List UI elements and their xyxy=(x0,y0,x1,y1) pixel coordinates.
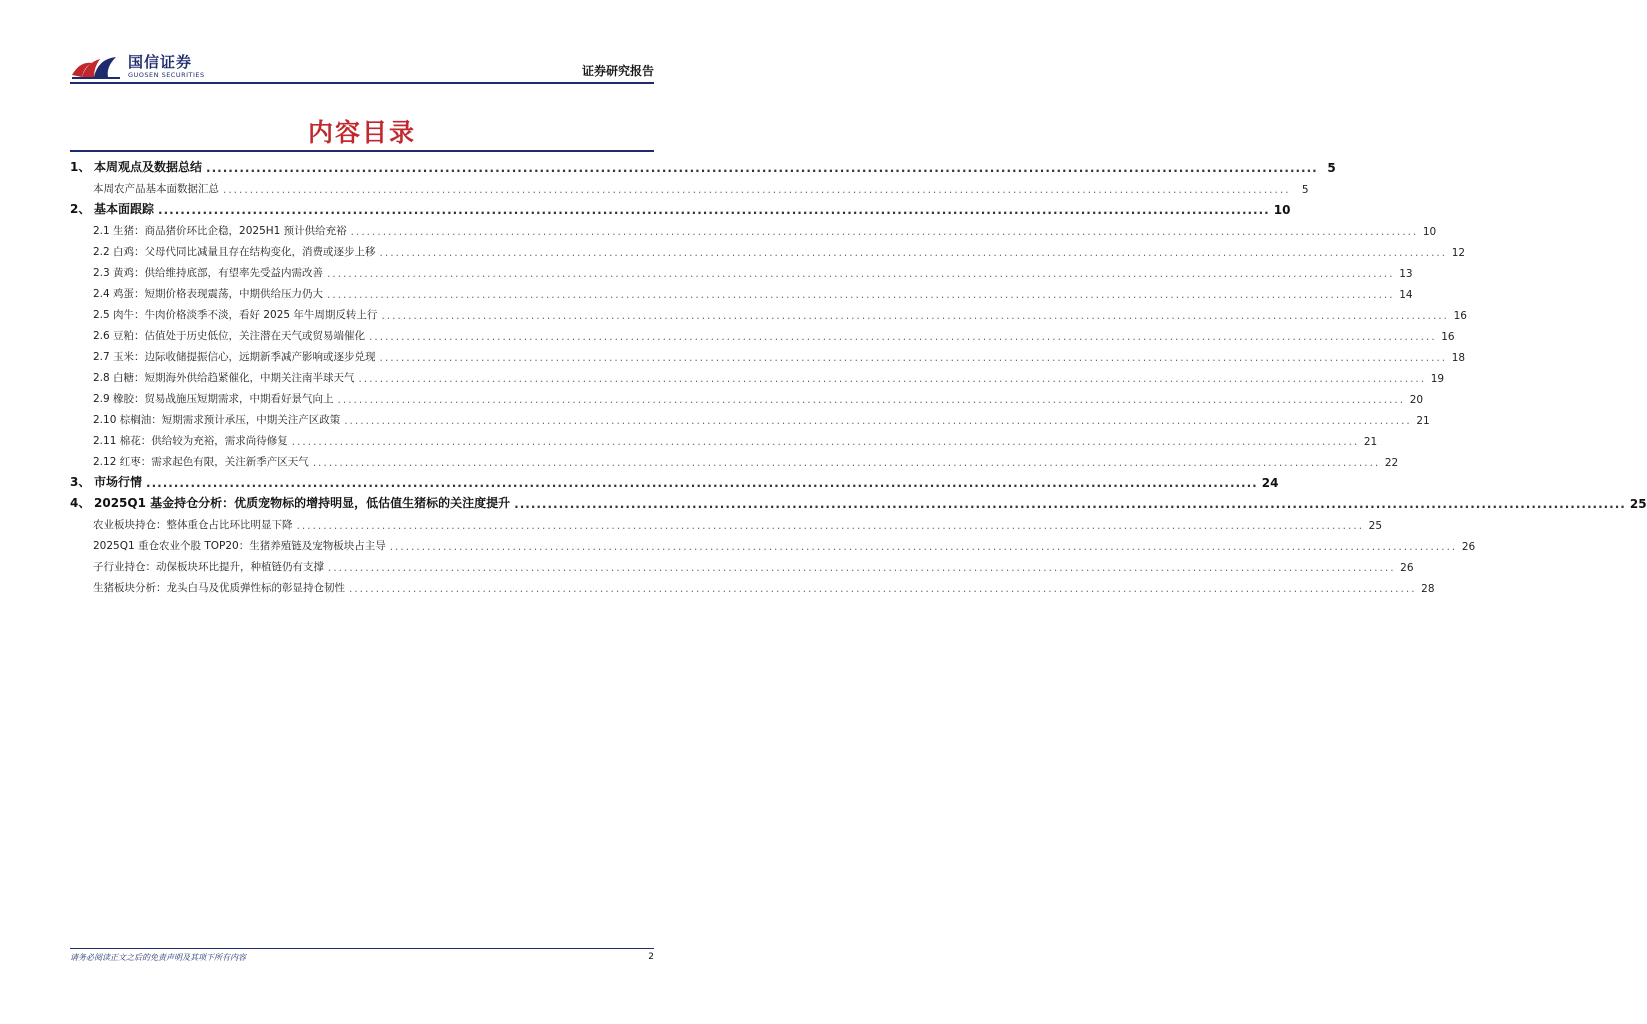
report-type-label: 证券研究报告 xyxy=(581,64,654,78)
toc-entry-page: 10 xyxy=(1422,226,1437,238)
toc-entry-page: 13 xyxy=(1399,268,1413,280)
toc-dot-leader: ........................................................................................................................................................................................................ xyxy=(328,562,1396,574)
toc-entry-page: 14 xyxy=(1399,289,1413,301)
toc-dot-leader: ........................................................................................................................................................................................................ xyxy=(158,203,1270,217)
toc-subsection-entry[interactable] xyxy=(70,343,1466,364)
toc-subsection-entry[interactable] xyxy=(70,280,1413,301)
toc-dot-leader: ........................................................................................................................................................................................................ xyxy=(358,373,1427,385)
toc-entry-page: 21 xyxy=(1363,436,1378,448)
toc-subsection-entry[interactable] xyxy=(70,175,1309,196)
toc-dot-leader: ........................................................................................................................................................................................................ xyxy=(389,541,1458,553)
logo-chinese-name: 国信证券 xyxy=(128,53,193,71)
toc-dot-leader: ........................................................................................................................................................................................................ xyxy=(379,247,1448,259)
header-divider xyxy=(70,82,654,84)
toc-dot-leader: ........................................................................................................................................................................................................ xyxy=(291,436,1360,448)
toc-subsection-entry[interactable] xyxy=(70,574,1435,595)
toc-entry-page: 19 xyxy=(1430,373,1445,385)
toc-entry-title: 农业板块持仓：整体重仓占比环比明显下降 xyxy=(93,519,293,531)
toc-subsection-entry[interactable] xyxy=(70,322,1455,343)
toc-entry-title: 2025Q1 重仓农业个股 TOP20：生猪养殖链及宠物板块占主导 xyxy=(93,540,386,552)
toc-entry-page: 26 xyxy=(1461,541,1476,553)
toc-entry-title: 2.12 红枣：需求起色有限，关注新季产区天气 xyxy=(93,456,309,468)
toc-entry-page: 22 xyxy=(1384,457,1399,469)
toc-entry-page: 16 xyxy=(1441,331,1455,343)
toc-entry-title: 2.3 黄鸡：供给维持底部，有望率先受益内需改善 xyxy=(93,267,324,279)
toc-entry-title: 2.9 橡胶：贸易战施压短期需求，中期看好景气向上 xyxy=(93,393,334,405)
toc-section-entry[interactable] xyxy=(70,469,1279,490)
toc-section-number: 1、 xyxy=(70,160,91,174)
toc-entry-title: 2.5 肉牛：牛肉价格淡季不淡，看好 2025 年牛周期反转上行 xyxy=(93,309,378,321)
toc-subsection-entry[interactable] xyxy=(70,364,1445,385)
toc-entry-title: 2.7 玉米：边际收储提振信心，远期新季减产影响或逐步兑现 xyxy=(93,351,376,363)
toc-entry-page: 25 xyxy=(1368,520,1383,532)
toc-dot-leader: ........................................................................................................................................................................................................ xyxy=(296,520,1365,532)
toc-entry-title: 2.4 鸡蛋：短期价格表现震荡，中期供给压力仍大 xyxy=(93,288,324,300)
toc-entry-page: 5 xyxy=(1301,184,1309,196)
toc-section-number: 2、 xyxy=(70,202,91,216)
toc-entry-title: 生猪板块分析：龙头白马及优质弹性标的彰显持仓韧性 xyxy=(93,582,345,594)
toc-section-entry[interactable] xyxy=(70,196,1291,217)
toc-dot-leader: ........................................................................................................................................................................................................ xyxy=(146,476,1258,490)
toc-entry-page: 20 xyxy=(1409,394,1424,406)
toc-entry-title: 2.10 棕榈油：短期需求预计承压，中期关注产区政策 xyxy=(93,414,341,426)
toc-entry-page: 24 xyxy=(1261,476,1279,490)
toc-entry-title: 2.2 白鸡：父母代同比减量且存在结构变化，消费或逐步上移 xyxy=(93,246,376,258)
toc-entry-page: 10 xyxy=(1273,203,1291,217)
toc-dot-leader: ........................................................................................................................................................................................................ xyxy=(327,268,1395,280)
toc-dot-leader: ........................................................................................................................................................................................................ xyxy=(514,497,1626,511)
toc-entry-page: 28 xyxy=(1421,583,1435,595)
toc-entry-page: 25 xyxy=(1629,497,1647,511)
toc-subsection-entry[interactable] xyxy=(70,238,1466,259)
toc-dot-leader: ........................................................................................................................................................................................................ xyxy=(369,331,1437,343)
toc-dot-leader: ........................................................................................................................................................................................................ xyxy=(312,457,1381,469)
toc-subsection-entry[interactable] xyxy=(70,259,1413,280)
toc-dot-leader: ........................................................................................................................................................................................................ xyxy=(327,289,1395,301)
toc-dot-leader: ........................................................................................................................................................................................................ xyxy=(206,161,1318,175)
toc-subsection-entry[interactable] xyxy=(70,553,1414,574)
toc-entry-title: 2.11 棉花：供给较为充裕，需求尚待修复 xyxy=(93,435,288,447)
toc-subsection-entry[interactable] xyxy=(70,406,1430,427)
toc-section-entry[interactable] xyxy=(70,490,1647,511)
toc-subsection-entry[interactable] xyxy=(70,427,1378,448)
toc-section-number: 4、 xyxy=(70,496,91,510)
toc-entry-title: 子行业持仓：动保板块环比提升，种植链仍有支撑 xyxy=(93,561,324,573)
toc-entry-title: 2.1 生猪：商品猪价环比企稳，2025H1 预计供给充裕 xyxy=(93,225,347,237)
toc-dot-leader: ........................................................................................................................................................................................................ xyxy=(379,352,1448,364)
toc-dot-leader: ........................................................................................................................................................................................................ xyxy=(337,394,1406,406)
toc-subsection-entry[interactable] xyxy=(70,385,1424,406)
toc-dot-leader: ........................................................................................................................................................................................................ xyxy=(350,226,1419,238)
toc-entry-page: 21 xyxy=(1416,415,1430,427)
toc-dot-leader: ........................................................................................................................................................................................................ xyxy=(344,415,1412,427)
toc-subsection-entry[interactable] xyxy=(70,448,1399,469)
toc-subsection-entry[interactable] xyxy=(70,217,1437,238)
toc-entry-page: 16 xyxy=(1453,310,1467,322)
toc-entry-title: 2.8 白糖：短期海外供给趋紧催化，中期关注南半球天气 xyxy=(93,372,355,384)
footer-disclaimer: 请务必阅读正文之后的免责声明及其项下所有内容 xyxy=(70,953,246,962)
toc-dot-leader: ........................................................................................................................................................................................................ xyxy=(381,310,1449,322)
toc-dot-leader: ........................................................................................................................................................................................................ xyxy=(349,583,1417,595)
logo-english-name: GUOSEN SECURITIES xyxy=(128,71,205,79)
toc-section-entry[interactable] xyxy=(70,154,1336,175)
company-logo xyxy=(70,52,205,82)
toc-entry-title: 2025Q1 基金持仓分析：优质宠物标的增持明显，低估值生猪标的关注度提升 xyxy=(94,496,511,510)
footer-divider xyxy=(70,948,654,949)
toc-entry-title: 本周观点及数据总结 xyxy=(94,160,203,174)
toc-subsection-entry[interactable] xyxy=(70,301,1467,322)
toc-divider xyxy=(70,150,654,152)
toc-title: 内容目录 xyxy=(307,118,416,147)
toc-subsection-entry[interactable] xyxy=(70,532,1476,553)
toc-entry-title: 基本面跟踪 xyxy=(94,202,155,216)
toc-entry-page: 26 xyxy=(1400,562,1414,574)
toc-dot-leader: ........................................................................................................................................................................................................ xyxy=(223,184,1291,196)
page-number: 2 xyxy=(648,952,654,962)
toc-subsection-entry[interactable] xyxy=(70,511,1383,532)
table-of-contents xyxy=(70,154,1647,595)
toc-entry-title: 本周农产品基本面数据汇总 xyxy=(93,183,219,195)
toc-entry-page: 12 xyxy=(1451,247,1466,259)
toc-entry-page: 18 xyxy=(1451,352,1466,364)
toc-entry-page: 5 xyxy=(1327,161,1336,175)
toc-section-number: 3、 xyxy=(70,475,91,489)
guosen-logo-icon xyxy=(70,53,122,81)
toc-entry-title: 市场行情 xyxy=(94,475,143,489)
toc-entry-title: 2.6 豆粕：估值处于历史低位，关注潜在天气或贸易端催化 xyxy=(93,330,366,342)
